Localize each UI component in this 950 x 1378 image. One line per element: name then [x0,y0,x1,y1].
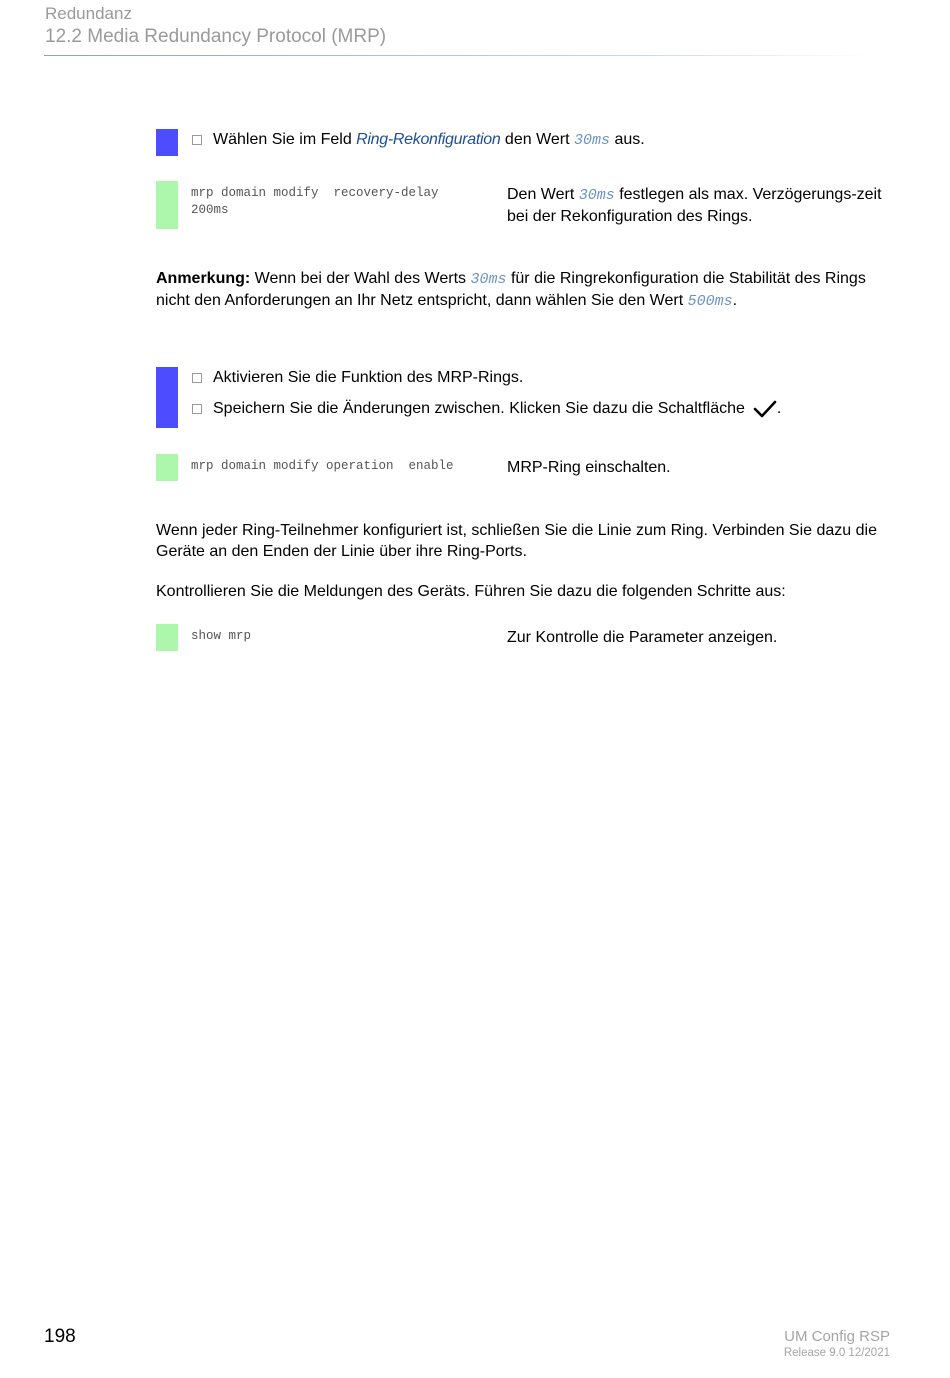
cli-marker [156,454,178,481]
cli-marker [156,181,178,229]
cli-command: mrp domain modify recovery-delay 200ms [191,186,439,217]
note-paragraph: Anmerkung: Wenn bei der Wahl des Werts 30ms für die Ringrekonfiguration die Stabilität des Rings nicht den Anforderungen an Ihr Netz entspricht, dann wählen Sie den Wert 500ms. [156,270,866,310]
value-30ms: 30ms [574,132,611,149]
cli-description: MRP-Ring einschalten. [507,459,671,476]
body-paragraph: Wenn jeder Ring-Teilnehmer konfiguriert ist, schließen Sie die Linie zum Ring. Verbinden Sie dazu die Geräte an den Enden der Linie über ihre Ring-Ports. [156,522,877,560]
step-select-recovery [192,131,645,149]
step-activate-mrp [192,369,523,387]
body-paragraph: Kontrollieren Sie die Meldungen des Geräts. Führen Sie dazu die folgenden Schritte aus: [156,583,786,600]
footer-doc-title: UM Config RSP [784,1328,890,1345]
footer-release: Release 9.0 12/2021 [783,1347,890,1359]
step-text: Aktivieren Sie die Funktion des MRP-Rings. [213,369,524,386]
header-divider [44,55,870,56]
checkmark-icon [753,399,777,419]
cli-description: Den Wert 30ms festlegen als max. Verzögerungs-zeit bei der Rekonfiguration des Rings. [507,186,882,225]
step-checkbox-icon [192,135,202,145]
cli-description: Zur Kontrolle die Parameter anzeigen. [507,629,778,646]
cli-marker [156,624,178,651]
header-chapter: Redundanz [45,4,132,23]
header-section: 12.2 Media Redundancy Protocol (MRP) [45,26,387,47]
field-ring-rekonfiguration: Ring-Rekonfiguration [356,131,501,148]
gui-step-marker [156,367,178,428]
gui-step-marker [156,129,178,156]
cli-command: mrp domain modify operation enable [191,459,454,473]
step-checkbox-icon [192,373,202,383]
page-number: 198 [44,1326,76,1347]
step-checkbox-icon [192,404,202,414]
step-text: Speichern Sie die Änderungen zwischen. Klicken Sie dazu die Schaltfläche [213,400,745,417]
note-label: Anmerkung: [156,270,251,287]
cli-command: show mrp [191,629,252,643]
step-save-changes: Speichern Sie die Änderungen zwischen. Klicken Sie dazu die Schaltfläche . [192,399,781,419]
step-text: Wählen Sie im Feld Ring-Rekonfiguration den Wert 30ms aus. [213,131,645,149]
